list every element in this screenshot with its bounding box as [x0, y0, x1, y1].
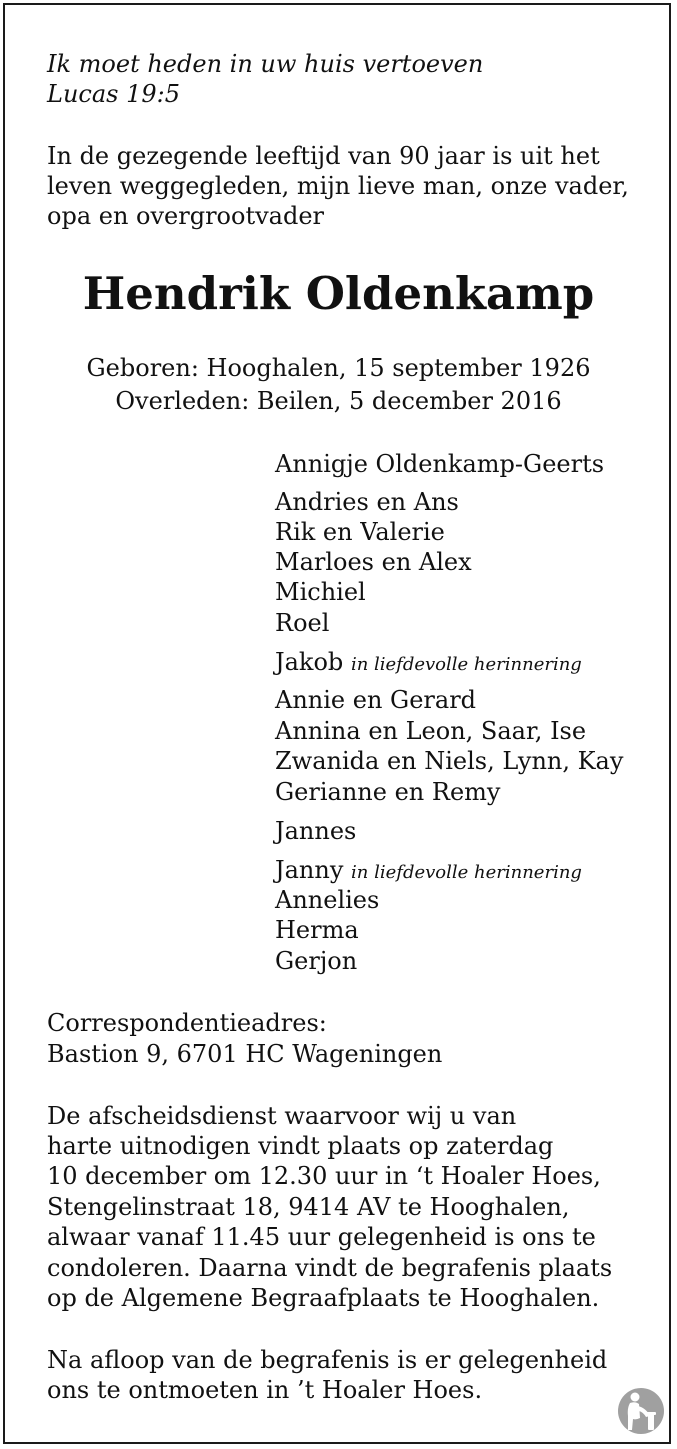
family-member: Herma: [275, 916, 359, 944]
death-info: Overleden: Beilen, 5 december 2016: [115, 387, 562, 415]
birth-info: Geboren: Hooghalen, 15 september 1926: [86, 354, 591, 382]
family-member: Michiel: [275, 578, 366, 606]
service-line: De afscheidsdienst waarvoor wij u van: [47, 1102, 517, 1130]
intro-line: leven weggegleden, mijn lieve man, onze vader,: [47, 172, 629, 200]
family-member: Andries en Ans: [275, 488, 459, 516]
family-member: Annelies: [275, 886, 380, 914]
family-member: Jannes: [275, 817, 357, 845]
quote-text: Ik moet heden in uw huis vertoeven: [47, 50, 484, 78]
spouse-name: Annigje Oldenkamp-Geerts: [275, 450, 605, 478]
quote-reference: Lucas 19:5: [47, 80, 180, 108]
family-member: Gerianne en Remy: [275, 778, 501, 806]
correspondence-label: Correspondentieadres:: [47, 1009, 327, 1037]
family-member: Annina en Leon, Saar, Ise: [275, 717, 587, 745]
service-line: alwaar vanaf 11.45 uur gelegenheid is ons te: [47, 1223, 596, 1251]
family-member: Roel: [275, 609, 330, 637]
closing-line: ons te ontmoeten in ’t Hoaler Hoes.: [47, 1376, 483, 1404]
service-line: harte uitnodigen vindt plaats op zaterdag: [47, 1132, 554, 1160]
service-line: Stengelinstraat 18, 9414 AV te Hooghalen,: [47, 1193, 570, 1221]
closing-line: Na afloop van de begrafenis is er gelegenheid: [47, 1346, 608, 1374]
member-name: Jakob: [275, 648, 344, 676]
service-line: 10 december om 12.30 uur in ‘t Hoaler Hoes,: [47, 1162, 601, 1190]
remembrance-note: in liefdevolle herinnering: [350, 654, 582, 675]
family-member: Rik en Valerie: [275, 518, 445, 546]
intro-line: opa en overgrootvader: [47, 202, 325, 230]
service-line: condoleren. Daarna vindt de begrafenis plaats: [47, 1254, 613, 1282]
family-member-remembered: [275, 647, 582, 681]
remembrance-note: in liefdevolle herinnering: [351, 862, 582, 883]
intro-line: In de gezegende leeftijd van 90 jaar is uit het: [47, 142, 600, 170]
family-member: Gerjon: [275, 947, 358, 975]
correspondence-address: Bastion 9, 6701 HC Wageningen: [47, 1040, 443, 1068]
mourning-figure-logo-icon: [616, 1386, 666, 1436]
family-member-remembered: [275, 855, 582, 889]
family-member: Annie en Gerard: [275, 686, 477, 714]
family-member: Marloes en Alex: [275, 548, 472, 576]
service-line: op de Algemene Begraafplaats te Hooghalen.: [47, 1284, 600, 1312]
member-name: Janny: [275, 856, 344, 884]
family-member: Zwanida en Niels, Lynn, Kay: [275, 747, 624, 775]
deceased-name: Hendrik Oldenkamp: [82, 267, 595, 320]
